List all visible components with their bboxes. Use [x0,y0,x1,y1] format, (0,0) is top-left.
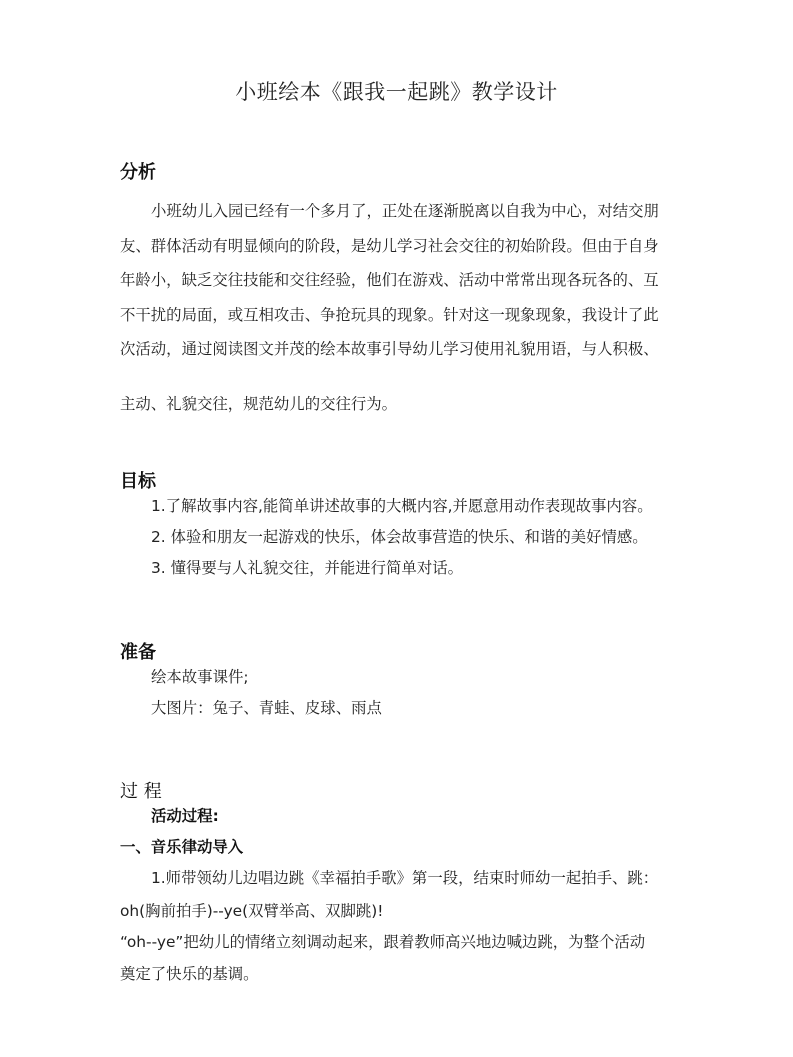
goal-item: 1.了解故事内容,能简单讲述故事的大概内容,并愿意用动作表现故事内容。 [151,497,653,515]
section-heading-preparation: 准备 [120,642,156,663]
step1-line: 1.师带领幼儿边唱边跳《幸福拍手歌》第一段，结束时师幼一起拍手、跳： [151,869,659,887]
step1-line: oh(胸前拍手)--ye(双臂举高、双脚跳)! [120,902,384,920]
step1-line: “oh--ye”把幼儿的情绪立刻调动起来，跟着教师高兴地边喊边跳，为整个活动 [120,933,646,951]
document-title: 小班绘本《跟我一起跳》教学设计 [235,80,558,104]
analysis-line: 主动、礼貌交往，规范幼儿的交往行为。 [120,395,398,413]
preparation-item: 大图片：兔子、青蛙、皮球、雨点 [151,699,382,717]
preparation-item: 绘本故事课件; [151,668,249,686]
step1-line: 奠定了快乐的基调。 [120,965,259,983]
analysis-line: 小班幼儿入园已经有一个多月了，正处在逐渐脱离以自我为中心，对结交朋 [151,202,659,220]
analysis-line: 友、群体活动有明显倾向的阶段，是幼儿学习社会交往的初始阶段。但由于自身 [120,237,659,255]
process-subheading: 活动过程: [151,807,219,825]
goal-item: 3. 懂得要与人礼貌交往，并能进行简单对话。 [151,559,463,577]
analysis-line: 年龄小，缺乏交往技能和交往经验，他们在游戏、活动中常常出现各玩各的、互 [120,271,659,289]
section-heading-goals: 目标 [120,471,156,492]
step1-heading: 一、音乐律动导入 [120,838,244,856]
analysis-line: 次活动，通过阅读图文并茂的绘本故事引导幼儿学习使用礼貌用语，与人积极、 [120,340,659,358]
analysis-line: 不干扰的局面，或互相攻击、争抢玩具的现象。针对这一现象现象，我设计了此 [120,306,659,324]
goal-item: 2. 体验和朋友一起游戏的快乐，体会故事营造的快乐、和谐的美好情感。 [151,528,648,546]
section-heading-process: 过 程 [120,781,162,802]
section-heading-analysis: 分析 [120,162,156,183]
